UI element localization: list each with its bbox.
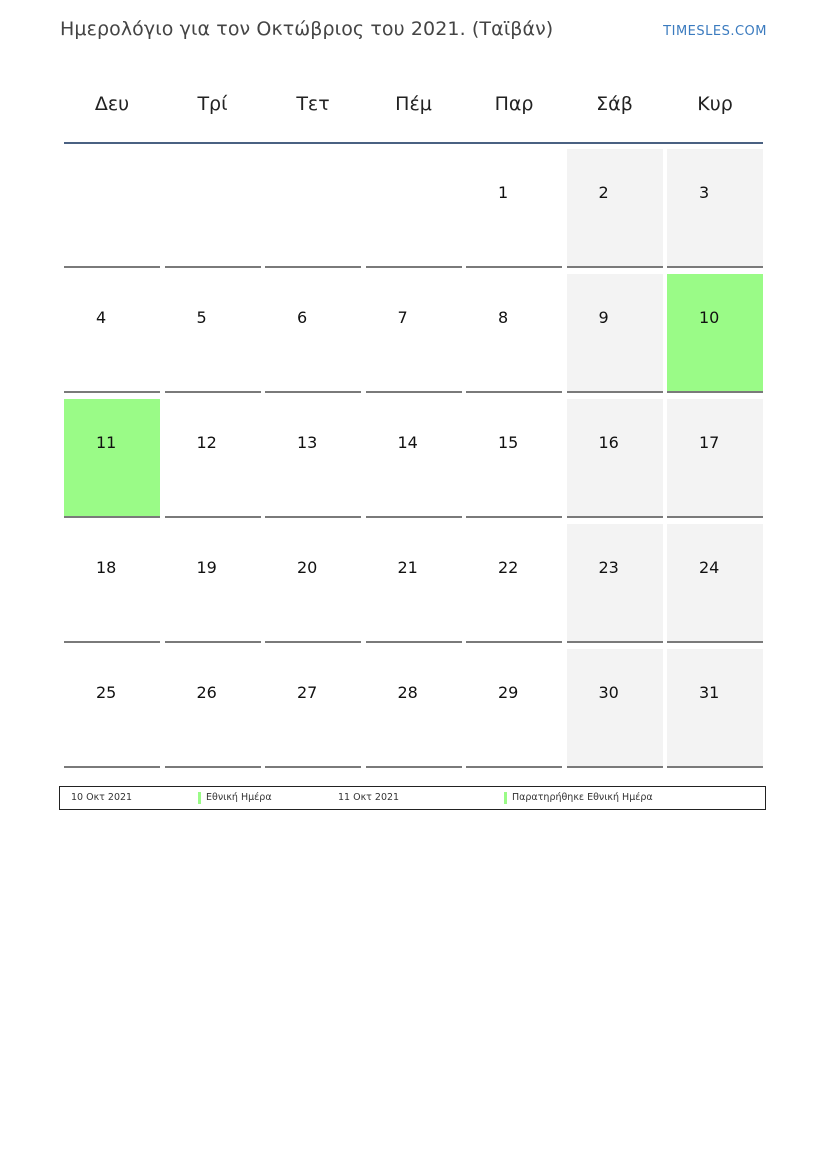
- day-number: 9: [598, 308, 609, 327]
- day-cell-9: [567, 274, 663, 393]
- weekday-header-row: [64, 68, 763, 144]
- legend-name-1: Εθνική Ημέρα: [206, 792, 272, 803]
- day-number: 30: [598, 683, 619, 702]
- day-cell-7: [366, 274, 462, 393]
- day-cell-26: [165, 649, 261, 768]
- day-cell-24: [667, 524, 763, 643]
- day-number: 1: [498, 183, 509, 202]
- empty-day-cell: [64, 149, 160, 268]
- day-cell-30: [567, 649, 663, 768]
- day-cell-19: [165, 524, 261, 643]
- day-number: 17: [699, 433, 720, 452]
- day-number: 2: [598, 183, 609, 202]
- day-number: 7: [397, 308, 408, 327]
- day-cell-11: [64, 399, 160, 518]
- brand-link[interactable]: TIMESLES.COM: [663, 24, 767, 39]
- day-number: 3: [699, 183, 710, 202]
- day-number: 11: [96, 433, 117, 452]
- day-cell-8: [466, 274, 562, 393]
- weekday-fri: Παρ: [494, 93, 534, 115]
- weekday-mon: Δευ: [94, 93, 130, 115]
- day-cell-16: [567, 399, 663, 518]
- day-number: 28: [397, 683, 418, 702]
- week-row: [64, 649, 763, 774]
- day-cell-5: [165, 274, 261, 393]
- legend-date-1: 10 Οκτ 2021: [71, 792, 133, 803]
- empty-day-cell: [165, 149, 261, 268]
- day-number: 15: [498, 433, 519, 452]
- day-cell-27: [265, 649, 361, 768]
- day-number: 19: [196, 558, 217, 577]
- day-number: 10: [699, 308, 720, 327]
- day-number: 20: [297, 558, 318, 577]
- day-number: 14: [397, 433, 418, 452]
- week-row: [64, 524, 763, 649]
- empty-day-cell: [366, 149, 462, 268]
- day-cell-22: [466, 524, 562, 643]
- day-number: 4: [96, 308, 107, 327]
- day-cell-12: [165, 399, 261, 518]
- calendar-grid: [64, 68, 763, 774]
- day-number: 16: [598, 433, 619, 452]
- day-cell-14: [366, 399, 462, 518]
- day-cell-4: [64, 274, 160, 393]
- day-number: 23: [598, 558, 619, 577]
- day-cell-15: [466, 399, 562, 518]
- week-row: [64, 399, 763, 524]
- day-number: 27: [297, 683, 318, 702]
- day-cell-3: [667, 149, 763, 268]
- day-cell-13: [265, 399, 361, 518]
- weekday-thu: Πέμ: [395, 93, 432, 115]
- day-cell-29: [466, 649, 562, 768]
- legend-name-2: Παρατηρήθηκε Εθνική Ημέρα: [512, 792, 653, 803]
- day-number: 5: [196, 308, 207, 327]
- week-row: [64, 274, 763, 399]
- day-cell-23: [567, 524, 663, 643]
- day-number: 26: [196, 683, 217, 702]
- day-number: 29: [498, 683, 519, 702]
- day-cell-17: [667, 399, 763, 518]
- day-cell-1: [466, 149, 562, 268]
- day-cell-10: [667, 274, 763, 393]
- day-number: 22: [498, 558, 519, 577]
- legend-date-2: 11 Οκτ 2021: [338, 792, 400, 803]
- day-number: 8: [498, 308, 509, 327]
- calendar-weeks: [64, 149, 763, 774]
- day-number: 25: [96, 683, 117, 702]
- day-number: 6: [297, 308, 308, 327]
- page-title: Ημερολόγιο για τον Οκτώβριος του 2021. (Ταϊβάν): [60, 18, 554, 40]
- day-cell-31: [667, 649, 763, 768]
- day-number: 21: [397, 558, 418, 577]
- weekday-tue: Τρί: [197, 93, 228, 115]
- legend-swatch-2: [504, 792, 507, 804]
- day-number: 13: [297, 433, 318, 452]
- empty-day-cell: [265, 149, 361, 268]
- weekday-sat: Σάβ: [596, 93, 633, 115]
- week-row: [64, 149, 763, 274]
- day-cell-18: [64, 524, 160, 643]
- day-cell-25: [64, 649, 160, 768]
- day-cell-6: [265, 274, 361, 393]
- day-cell-20: [265, 524, 361, 643]
- day-number: 24: [699, 558, 720, 577]
- day-number: 12: [196, 433, 217, 452]
- day-cell-2: [567, 149, 663, 268]
- legend-swatch-1: [198, 792, 201, 804]
- day-cell-28: [366, 649, 462, 768]
- day-cell-21: [366, 524, 462, 643]
- day-number: 18: [96, 558, 117, 577]
- weekday-wed: Τετ: [296, 93, 330, 115]
- day-number: 31: [699, 683, 720, 702]
- weekday-sun: Κυρ: [697, 93, 733, 115]
- holiday-legend: [59, 786, 766, 810]
